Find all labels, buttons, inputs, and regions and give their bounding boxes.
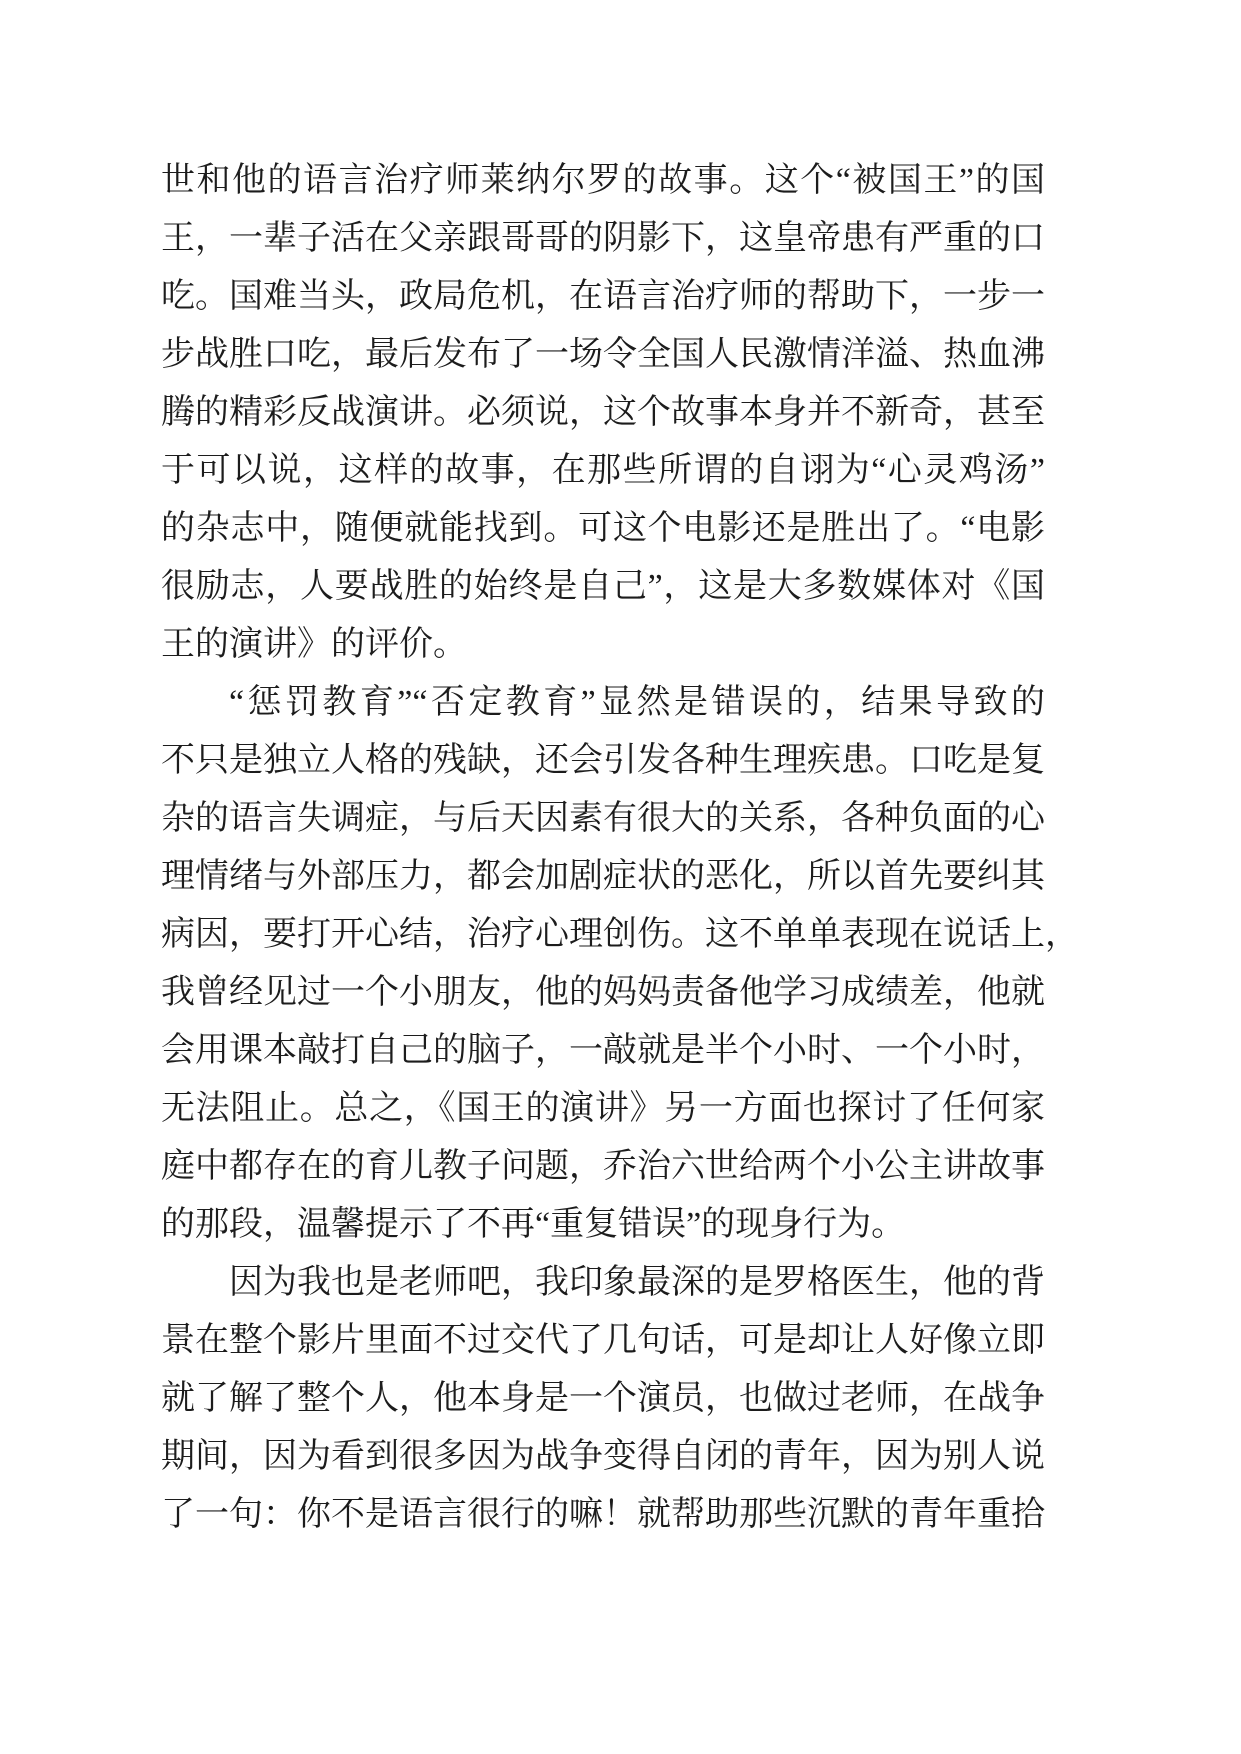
- text-line: 不只是独立人格的残缺，还会引发各种生理疾患。口吃是复: [161, 742, 1045, 779]
- text-line: 于可以说，这样的故事，在那些所谓的自诩为“心灵鸡汤”: [161, 452, 1045, 489]
- text-line: 世和他的语言治疗师莱纳尔罗的故事。这个“被国王”的国: [161, 162, 1045, 199]
- document-body: [161, 152, 1079, 1544]
- text-line: 很励志，人要战胜的始终是自己”，这是大多数媒体对《国: [161, 568, 1045, 605]
- text-line: 我曾经见过一个小朋友，他的妈妈责备他学习成绩差，他就: [161, 974, 1045, 1011]
- text-line: 因为我也是老师吧，我印象最深的是罗格医生，他的背: [229, 1264, 1045, 1301]
- paragraph-2: [161, 674, 1079, 1254]
- text-line: 杂的语言失调症，与后天因素有很大的关系，各种负面的心: [161, 800, 1045, 837]
- text-line: 王的演讲》的评价。: [161, 626, 467, 663]
- text-line: 王，一辈子活在父亲跟哥哥的阴影下，这皇帝患有严重的口: [161, 220, 1045, 257]
- text-line: 期间，因为看到很多因为战争变得自闭的青年，因为别人说: [161, 1438, 1045, 1475]
- text-line: 庭中都存在的育儿教子问题，乔治六世给两个小公主讲故事: [161, 1148, 1045, 1185]
- text-line: 景在整个影片里面不过交代了几句话，可是却让人好像立即: [161, 1322, 1045, 1359]
- text-line: 无法阻止。总之，《国王的演讲》另一方面也探讨了任何家: [161, 1090, 1045, 1127]
- text-line: “惩罚教育”“否定教育”显然是错误的，结果导致的: [229, 684, 1045, 721]
- text-line: 就了解了整个人，他本身是一个演员，也做过老师，在战争: [161, 1380, 1045, 1417]
- text-line: 的杂志中，随便就能找到。可这个电影还是胜出了。“电影: [161, 510, 1045, 547]
- text-line: 腾的精彩反战演讲。必须说，这个故事本身并不新奇，甚至: [161, 394, 1045, 431]
- paragraph-3: [161, 1254, 1045, 1544]
- text-line: 会用课本敲打自己的脑子，一敲就是半个小时、一个小时，: [161, 1032, 1045, 1069]
- text-line: 理情绪与外部压力，都会加剧症状的恶化，所以首先要纠其: [161, 858, 1045, 895]
- text-line: 了一句：你不是语言很行的嘛！就帮助那些沉默的青年重拾: [161, 1496, 1045, 1533]
- text-line: 吃。国难当头，政局危机，在语言治疗师的帮助下，一步一: [161, 278, 1045, 315]
- text-line: 步战胜口吃，最后发布了一场令全国人民激情洋溢、热血沸: [161, 336, 1045, 373]
- text-line: 病因，要打开心结，治疗心理创伤。这不单单表现在说话上，: [161, 916, 1079, 953]
- text-line: 的那段，温馨提示了不再“重复错误”的现身行为。: [161, 1206, 906, 1243]
- paragraph-1: [161, 152, 1045, 674]
